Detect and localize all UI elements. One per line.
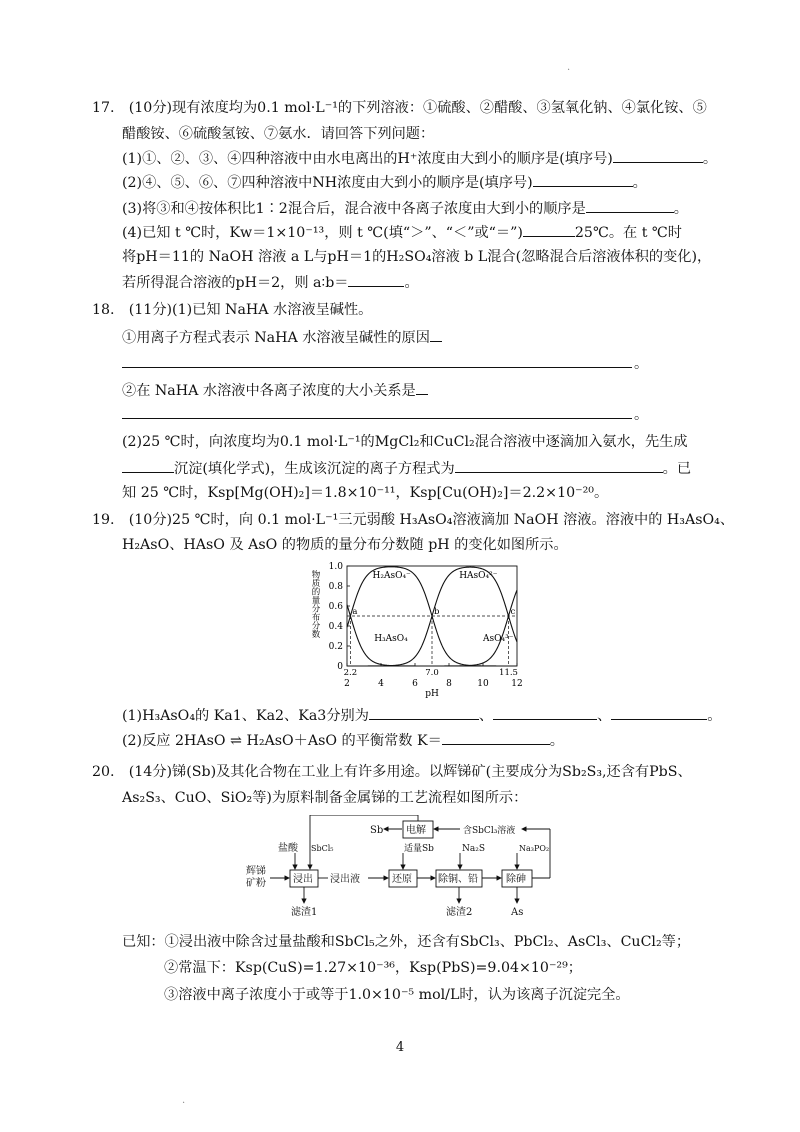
- flow-residue1: 滤渣1: [291, 907, 318, 918]
- q20-known2: ②常温下：Ksp(CuS)=1.27×10⁻³⁶，Ksp(PbS)=9.04×10⁻²⁹；: [164, 960, 582, 976]
- point-label-b: b: [434, 607, 440, 617]
- y-tick-label: 0.4: [328, 622, 343, 632]
- q17-part3-blank[interactable]: [586, 198, 674, 213]
- q20-known3: ③溶液中离子浓度小于或等于1.0×10⁻⁵ mol/L时，认为该离子沉淀完全。: [164, 987, 630, 1003]
- q19-ka2-blank[interactable]: [493, 705, 597, 720]
- flow-hcl: 盐酸: [278, 843, 298, 854]
- q19-part2: (2)反应 2HAsO ⇌ H₂AsO＋AsO 的平衡常数 K＝ 。: [122, 730, 564, 751]
- distribution-chart-svg: [305, 558, 525, 698]
- q17-part2: (2)④、⑤、⑥、⑦四种溶液中NH浓度由大到小的顺序是(填序号) 。: [122, 172, 647, 193]
- series-label-1: H₂AsO₄⁻: [372, 571, 411, 581]
- x-special-tick-label: 11.5: [499, 668, 518, 678]
- exam-page: . 17. (10分)现有浓度均为0.1 mol·L⁻¹的下列溶液：①硫酸、②醋酸、③氢氧化钠、④氯化铵、⑤ 醋酸铵、⑥硫酸氢铵、⑦氨水．请回答下列问题： (1)①、②、③、④四种溶液中由水电离出的H⁺浓度由大到小的顺序是(填序号) 。 (2)④、⑤、⑥、⑦四种溶液中NH浓度由大到小的顺序是(填序号) 。 (3)将③和④按体积比1∶2混合后，混合液中各离子浓度由大到小的顺序是 。 (4)已知 t ℃时，Kw＝1×10⁻¹³，则 t ℃(填“＞”、“＜”或“＝”) 25℃。在 t ℃时 将pH＝11的 NaOH 溶液 a L与pH＝1的H₂SO₄溶液 b L混合(忽略混合后溶液体积的变化)， 若所得混合溶液的pH＝2，则 a∶b＝ 。 18. (11分)(1)已知 NaHA 水溶液呈碱性。 ①用离子方程式表示 NaHA 水溶液呈碱性的原因 。 ②在 NaHA 水溶液中各离子浓度的大小关系是 。 (2)25 ℃时，向浓度均为0.1 mol·L⁻¹的MgCl₂和CuCl₂混合溶液中逐滴加入氨水，先生成 沉淀(填化学式)，生成该沉淀的离子方程式为 。已 知 25 ℃时，Ksp[Mg(OH)₂]＝1.8×10⁻¹¹，Ksp[Cu(OH)₂]＝2.2×10⁻²⁰。 19. (10分)25 ℃时，向 0.1 mol·L⁻¹三元弱酸 H₃AsO₄溶液滴加 NaOH 溶液。溶液中的 H₃AsO₄、 H₂AsO、HAsO 及 AsO 的物质的量分布分数随 pH 的变化如图所示。 物质的量分布分数 0 0.2 0.4 0.6 0.8 1.0 2 4 6 8 10 12 2.2 7.0 11.5 pH H₃AsO₄ H₂AsO₄⁻ HAsO₄²⁻ AsO₄³⁻ a b c (1)H₃AsO₄的 Ka1、Ka2、Ka3分别为 、 、 。 (2)反应 2HAsO ⇌ H₂AsO＋AsO 的平衡常数 K＝ 。 20. (14分)锑(Sb)及其化合物在工业上有许多用途。以辉锑矿(主要成分为Sb₂S₃,还含有PbS、 As₂S₃、CuO、SiO₂等)为原料制备金属锑的工艺流程如图所示： 辉锑 矿粉 盐酸 SbCl₅ 浸出 浸出液 适量Sb 还原 Na₂S 除铜、铅 Na₃PO₂ 除砷 As 滤渣1 滤渣2 Sb 电解 含SbCl₃溶液 已知：①浸出液中除含过量盐酸和SbCl₅之外，还含有SbCl₃、PbCl₂、AsCl₃、CuCl₂等； ②常温下：Ksp(CuS)=1.27×10⁻³⁶，Ksp(PbS)=9.04×10⁻²⁹； ③溶液中离子浓度小于或等于1.0×10⁻⁵ mol/L时，认为该离子沉淀完全。 4 .: [0, 0, 800, 1132]
- x-tick-label: 2: [344, 679, 350, 689]
- chart-ylabel: 物质的量分布分数: [310, 570, 320, 638]
- q17-title-line1: 17. (10分)现有浓度均为0.1 mol·L⁻¹的下列溶液：①硫酸、②醋酸、③氢氧化钠、④氯化铵、⑤: [92, 100, 707, 116]
- point-label-c: c: [510, 607, 516, 617]
- distribution-chart: [305, 558, 525, 698]
- q20-title-line2: As₂S₃、CuO、SiO₂等)为原料制备金属锑的工艺流程如图所示：: [122, 790, 528, 806]
- q17-part2-blank[interactable]: [533, 172, 633, 187]
- process-flowchart: [238, 815, 563, 925]
- q18-title: 18. (11分)(1)已知 NaHA 水溶液呈碱性。: [92, 302, 373, 318]
- q20-known1: 已知：①浸出液中除含过量盐酸和SbCl₅之外，还含有SbCl₃、PbCl₂、AsCl₃、CuCl₂等；: [122, 934, 691, 950]
- flow-na2s: Na₂S: [462, 844, 486, 854]
- q17-part4-line2: 将pH＝11的 NaOH 溶液 a L与pH＝1的H₂SO₄溶液 b L混合(忽略混合后溶液体积的变化)，: [122, 249, 712, 265]
- q17-part1: (1)①、②、③、④四种溶液中由水电离出的H⁺浓度由大到小的顺序是(填序号) 。: [122, 148, 717, 169]
- q18-equation-blank[interactable]: [455, 458, 663, 473]
- q18-part2-line3: 知 25 ℃时，Ksp[Mg(OH)₂]＝1.8×10⁻¹¹，Ksp[Cu(OH)₂]＝2.2×10⁻²⁰。: [122, 485, 609, 501]
- q19-k-blank[interactable]: [442, 730, 550, 745]
- flow-na3po2: Na₃PO₂: [519, 844, 550, 853]
- x-tick-label: 6: [412, 679, 418, 689]
- q19-part1: (1)H₃AsO₄的 Ka1、Ka2、Ka3分别为 、 、 。: [122, 705, 722, 726]
- x-tick-label: 12: [511, 679, 523, 689]
- q19-ka1-blank[interactable]: [369, 705, 479, 720]
- flow-raw2: 矿粉: [246, 878, 266, 889]
- flow-electrolysis: 电解: [406, 825, 426, 836]
- flow-leach: 浸出: [293, 874, 313, 885]
- flow-reduce: 还原: [392, 874, 412, 885]
- scan-speck: .: [567, 62, 571, 73]
- q19-ka3-blank[interactable]: [611, 705, 707, 720]
- page-number: 4: [395, 1040, 405, 1055]
- scan-speck-2: .: [182, 1095, 186, 1106]
- q17-title-line2: 醋酸铵、⑥硫酸氢铵、⑦氨水．请回答下列问题：: [122, 126, 435, 142]
- y-tick-label: 0: [337, 662, 343, 672]
- q17-part1-blank[interactable]: [613, 148, 703, 163]
- process-flowchart-svg: [238, 815, 563, 925]
- q17-part3: (3)将③和④按体积比1∶2混合后，混合液中各离子浓度由大到小的顺序是 。: [122, 198, 688, 219]
- flow-residue2: 滤渣2: [446, 907, 473, 918]
- flow-remove-as: 除砷: [506, 874, 526, 885]
- q17-part2-text: (2)④、⑤、⑥、⑦四种溶液中NH浓度由大到小的顺序是(填序号): [122, 175, 533, 191]
- flow-proper-sb: 适量Sb: [404, 844, 434, 854]
- q19-title-line2: H₂AsO、HAsO 及 AsO 的物质的量分布分数随 pH 的变化如图所示。: [122, 537, 568, 553]
- q18-part2-line1: (2)25 ℃时，向浓度均为0.1 mol·L⁻¹的MgCl₂和CuCl₂混合溶液中逐滴加入氨水，先生成: [122, 434, 688, 450]
- flow-raw1: 辉锑: [246, 866, 266, 877]
- series-label-3: AsO₄³⁻: [483, 634, 514, 644]
- x-special-tick-label: 7.0: [425, 668, 439, 678]
- q19-title-line1: 19. (10分)25 ℃时，向 0.1 mol·L⁻¹三元弱酸 H₃AsO₄溶液滴加 NaOH 溶液。溶液中的 H₃AsO₄、: [92, 512, 735, 528]
- x-special-tick-label: 2.2: [343, 668, 358, 678]
- q18-sub1-answer-line[interactable]: [122, 367, 632, 368]
- y-tick-label: 0.8: [328, 582, 343, 592]
- y-tick-label: 0.2: [328, 642, 343, 652]
- x-tick-label: 10: [477, 679, 489, 689]
- q17-part4-line3: 若所得混合溶液的pH＝2，则 a∶b＝ 。: [122, 272, 419, 293]
- flow-as: As: [511, 907, 524, 918]
- chart-xlabel: pH: [425, 689, 439, 698]
- flow-sb: Sb: [370, 825, 384, 836]
- y-tick-label: 1.0: [328, 562, 343, 572]
- q17-part4-line1: (4)已知 t ℃时，Kw＝1×10⁻¹³，则 t ℃(填“＞”、“＜”或“＝”) 25℃。在 t ℃时: [122, 222, 682, 243]
- q17-part1-text: (1)①、②、③、④四种溶液中由水电离出的H⁺浓度由大到小的顺序是(填序号): [122, 151, 613, 167]
- q18-sub2: ②在 NaHA 水溶液中各离子浓度的大小关系是: [122, 380, 428, 401]
- q18-precipitate-blank[interactable]: [122, 458, 174, 473]
- q18-sub2-answer-line[interactable]: [122, 418, 632, 419]
- series-label-0: H₃AsO₄: [374, 634, 408, 644]
- flow-sbcl3-solution: 含SbCl₃溶液: [463, 826, 516, 836]
- q20-title-line1: 20. (14分)锑(Sb)及其化合物在工业上有许多用途。以辉锑矿(主要成分为Sb₂S₃,还含有PbS、: [92, 764, 692, 780]
- x-tick-label: 4: [378, 679, 384, 689]
- q17-part3-text: (3)将③和④按体积比1∶2混合后，混合液中各离子浓度由大到小的顺序是: [122, 201, 586, 217]
- flow-leachate: 浸出液: [330, 874, 360, 885]
- q17-part4-ratio-blank[interactable]: [348, 272, 404, 287]
- q17-part4-text: (4)已知 t ℃时，Kw＝1×10⁻¹³，则 t ℃(填“＞”、“＜”或“＝”): [122, 225, 523, 241]
- x-tick-label: 8: [446, 679, 452, 689]
- q18-sub1: ①用离子方程式表示 NaHA 水溶液呈碱性的原因: [122, 327, 442, 348]
- point-label-a: a: [352, 607, 358, 617]
- flow-remove-cupb: 除铜、铅: [438, 874, 478, 885]
- q18-part2-line2: 沉淀(填化学式)，生成该沉淀的离子方程式为 。已: [122, 458, 691, 479]
- q17-part4-compare-blank[interactable]: [523, 222, 575, 237]
- y-tick-label: 0.6: [328, 602, 343, 612]
- series-label-2: HAsO₄²⁻: [459, 571, 498, 581]
- flow-sbcl5: SbCl₅: [311, 844, 334, 853]
